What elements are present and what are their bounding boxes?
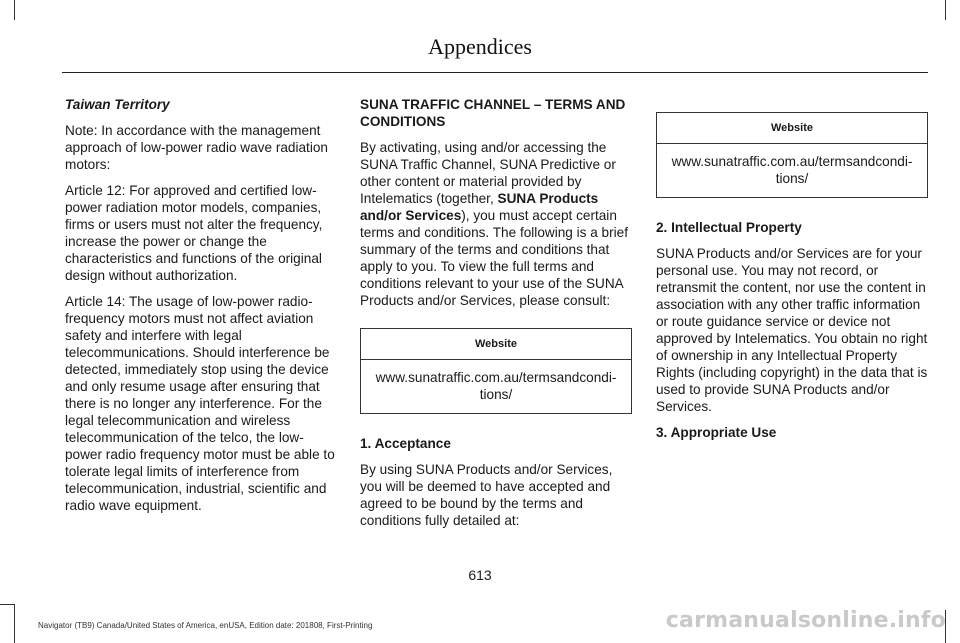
- crop-mark: [14, 604, 15, 643]
- subheading-taiwan: Taiwan Territory: [65, 97, 170, 112]
- paragraph: Article 14: The usage of low-power radio-frequency motors must not affect aviation safety and interfere with legal telecommunications. Should interference be detected, immediately stop using the device and only resume usage after ensuring that there is no longer any interference. For the legal telecommunication and wireless telecommunication of the telco, the low-power radio frequency motor must be able to tolerate legal limits of interference from telecommunication, industrial, scientific and radio wave equipment.: [65, 294, 335, 513]
- website-link[interactable]: www.sunatraffic.com.au/termsandcondi-tions/: [375, 370, 617, 402]
- page-number: 613: [468, 567, 492, 583]
- crop-mark: [945, 0, 946, 20]
- column-right: [656, 96, 928, 450]
- section-heading-suna: SUNA TRAFFIC CHANNEL – TERMS AND CONDITIONS: [360, 97, 626, 129]
- table-header: Website: [361, 329, 631, 360]
- paragraph: By using SUNA Products and/or Services, you will be deemed to have accepted and agreed to be bound by the terms and conditions fully detailed at:: [360, 462, 613, 528]
- paragraph: Note: In accordance with the management approach of low-power radio wave radiation motors:: [65, 123, 328, 172]
- section-heading-ip: 2. Intellectual Property: [656, 220, 802, 235]
- intro-text: By activating, using and/or accessing the SUNA Traffic Channel, SUNA Predictive or other content or material provided by Intelematics (together,: [360, 140, 616, 206]
- website-link[interactable]: www.sunatraffic.com.au/termsandcondi-tions/: [671, 154, 913, 186]
- table-header: Website: [657, 113, 927, 144]
- paragraph-intro: [360, 139, 632, 309]
- page-title: Appendices: [428, 34, 532, 59]
- intro-bold: SUNA Products and/or Services: [360, 191, 599, 223]
- header-divider: [62, 72, 928, 73]
- column-left: [65, 96, 337, 523]
- website-table: [656, 112, 928, 198]
- paragraph: SUNA Products and/or Services are for your personal use. You may not record, or retransmit the content, nor use the content in association with any other traffic information or route guidance service or device not approved by Intelematics. You obtain no right of ownership in any Intellectual Property Rights (including copyright) in the data that is used to provide SUNA Products and/or Services.: [656, 246, 928, 414]
- crop-mark: [14, 0, 15, 20]
- section-heading-use: 3. Appropriate Use: [656, 425, 777, 440]
- crop-mark: [0, 604, 14, 605]
- intro-text: ), you must accept certain terms and conditions. The following is a brief summary of the terms and conditions that apply to you. To view the full terms and conditions relevant to your use of the SUNA Products and/or Services, please consult:: [360, 208, 628, 308]
- watermark: carmanualsonline.info: [665, 608, 946, 633]
- paragraph: Article 12: For approved and certified low-power radiation motor models, companies, firms or users must not alter the frequency, increase the power or change the characteristics and functions of the original design without authorization.: [65, 183, 323, 283]
- website-table: [360, 328, 632, 414]
- column-middle: [360, 96, 632, 538]
- footer-edition: Navigator (TB9) Canada/United States of America, enUSA, Edition date: 201808, First-Printing: [38, 621, 373, 630]
- section-heading-acceptance: 1. Acceptance: [360, 436, 451, 451]
